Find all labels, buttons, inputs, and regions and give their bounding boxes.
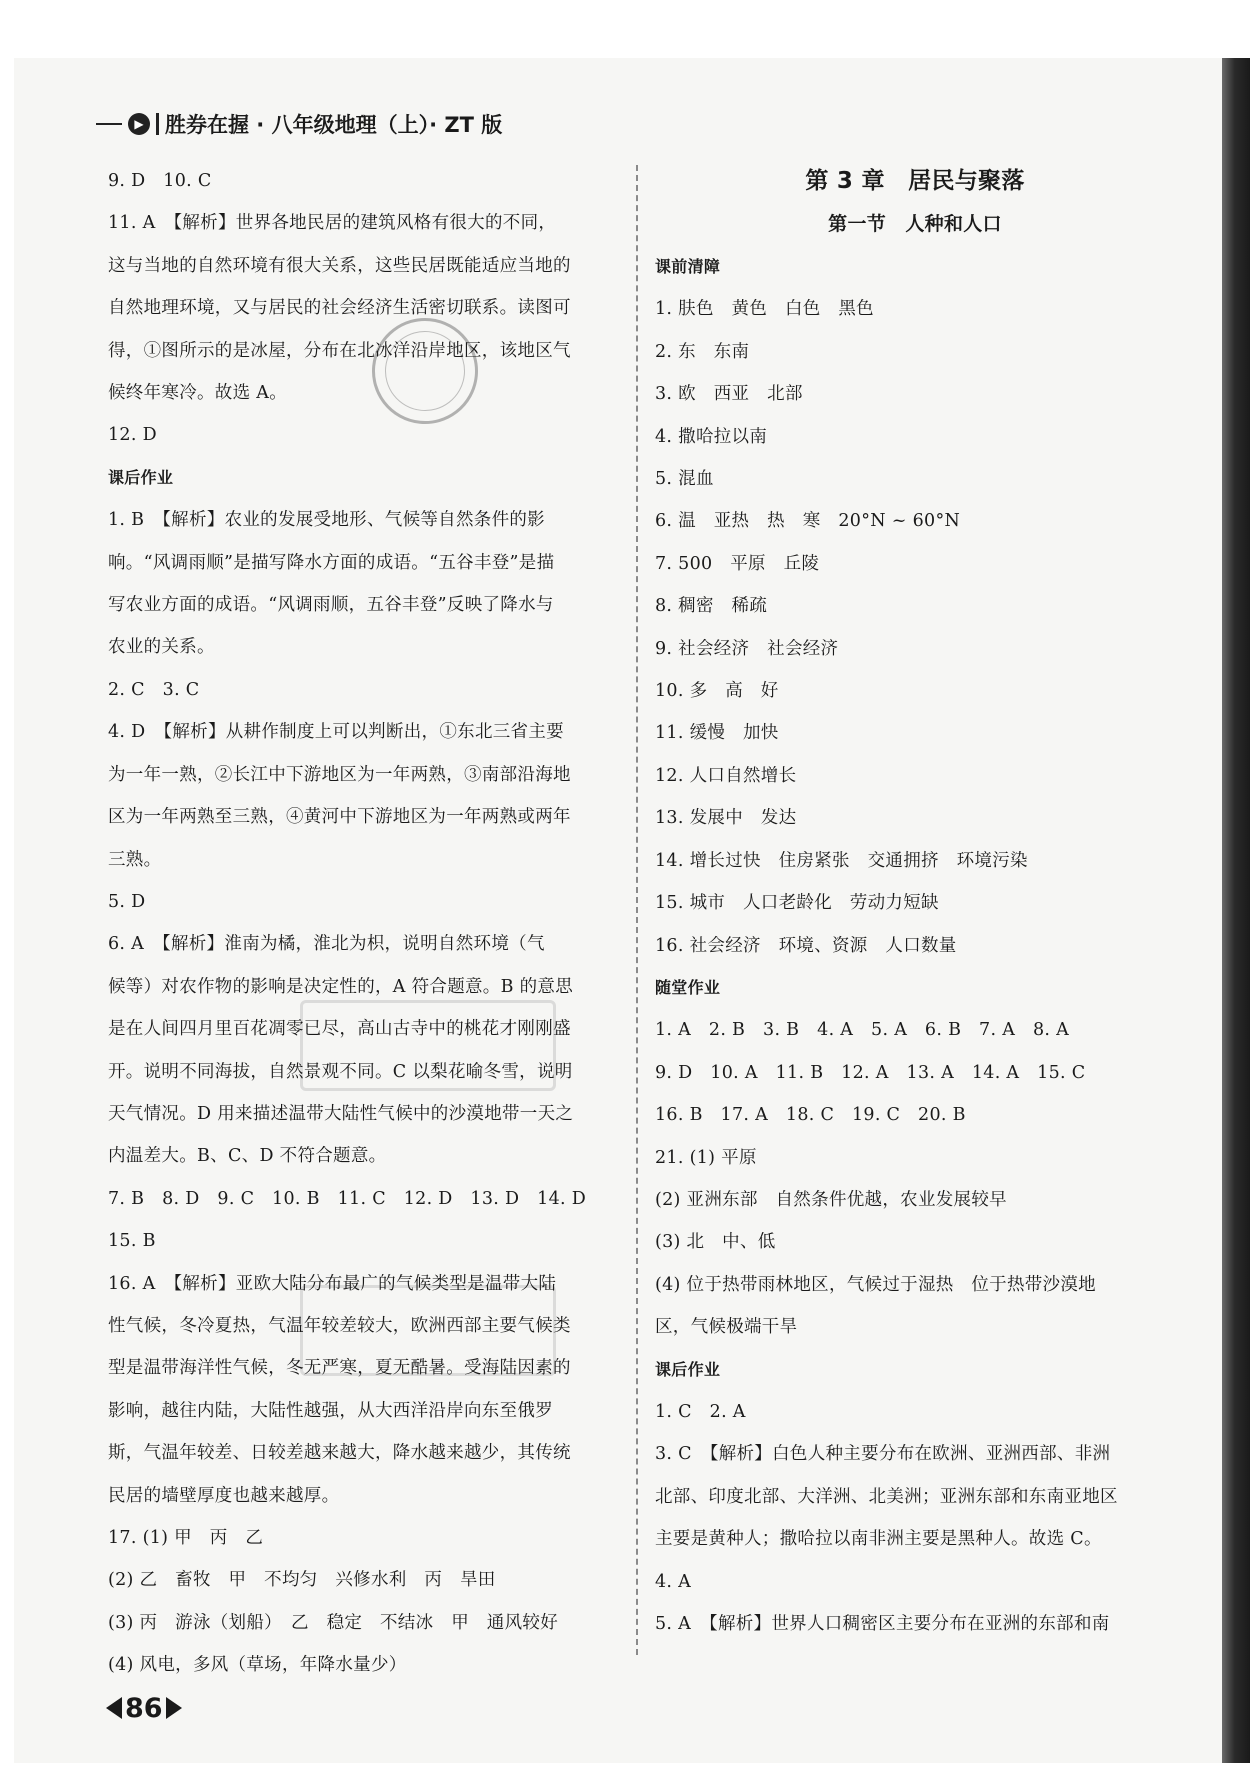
- answer-line: 北部、印度北部、大洋洲、北美洲；亚洲东部和东南亚地区: [655, 1486, 1118, 1507]
- answer-line: 3. 欧 西亚 北部: [655, 384, 803, 405]
- answer-line: 区，气候极端干旱: [655, 1317, 798, 1338]
- answer-line: (2) 亚洲东部 自然条件优越，农业发展较早: [655, 1189, 1007, 1210]
- answer-line: 5. D: [108, 891, 146, 912]
- answer-line: 9. 社会经济 社会经济: [655, 638, 839, 659]
- answer-line: 区为一年两熟至三熟，④黄河中下游地区为一年两熟或两年: [108, 807, 571, 828]
- answer-line: 写农业方面的成语。“风调雨顺，五谷丰登”反映了降水与: [108, 595, 554, 616]
- answer-line: 内温差大。B、C、D 不符合题意。: [108, 1146, 387, 1167]
- right-arrow-icon: [166, 1697, 182, 1719]
- answer-line: 斯，气温年较差、日较差越来越大，降水越来越少，其传统: [108, 1443, 571, 1464]
- answer-line: 9. D 10. C: [108, 171, 212, 191]
- header-rule: [96, 123, 122, 125]
- answer-line: 民居的墙壁厚度也越来越厚。: [108, 1485, 340, 1506]
- answer-line: 5. 混血: [655, 469, 714, 490]
- answer-line: 1. A 2. B 3. B 4. A 5. A 6. B 7. A 8. A: [655, 1020, 1070, 1041]
- answer-line: 主要是黄种人；撒哈拉以南非洲主要是黑种人。故选 C。: [655, 1529, 1102, 1550]
- page-number-badge: [106, 1690, 182, 1726]
- answer-line: 4. A: [655, 1571, 692, 1592]
- answer-line: 16. 社会经济 环境、资源 人口数量: [655, 935, 957, 956]
- answer-line: 15. B: [108, 1231, 156, 1252]
- answer-line: 是在人间四月里百花凋零已尽，高山古寺中的桃花才刚刚盛: [108, 1019, 571, 1040]
- answer-line: 12. 人口自然增长: [655, 765, 797, 786]
- answer-line: 响。“风调雨顺”是描写降水方面的成语。“五谷丰登”是描: [108, 552, 555, 573]
- answer-line: 性气候，冬冷夏热，气温年较差较大，欧洲西部主要气候类: [108, 1315, 571, 1336]
- answer-line: 13. 发展中 发达: [655, 808, 797, 829]
- answer-line: 4. 撒哈拉以南: [655, 426, 768, 447]
- answer-line: 16. B 17. A 18. C 19. C 20. B: [655, 1105, 966, 1126]
- section-title: 第一节 人种和人口: [828, 213, 1002, 235]
- answer-line: 1. C 2. A: [655, 1401, 746, 1422]
- answer-line: 2. C 3. C: [108, 679, 200, 700]
- answer-line: 16. A 【解析】亚欧大陆分布最广的气候类型是温带大陆: [108, 1273, 557, 1294]
- right-column: [655, 160, 1175, 1645]
- answer-line: (4) 位于热带雨林地区，气候过于湿热 位于热带沙漠地: [655, 1274, 1096, 1295]
- book-title: 胜券在握 · 八年级地理（上）· ZT 版: [165, 113, 503, 137]
- page-number: 86: [125, 1692, 163, 1724]
- answer-line: 7. B 8. D 9. C 10. B 11. C 12. D 13. D 14. D: [108, 1188, 587, 1209]
- section-heading: 课后作业: [108, 467, 174, 487]
- answer-line: 得，①图所示的是冰屋，分布在北冰洋沿岸地区，该地区气: [108, 340, 571, 361]
- answer-line: 12. D: [108, 425, 157, 446]
- answer-line: 4. D 【解析】从耕作制度上可以判断出，①东北三省主要: [108, 722, 564, 743]
- torn-page-edge: [1222, 58, 1250, 1763]
- answer-line: 11. 缓慢 加快: [655, 723, 779, 744]
- answer-line: 农业的关系。: [108, 637, 215, 658]
- answer-line: (2) 乙 畜牧 甲 不均匀 兴修水利 丙 旱田: [108, 1570, 496, 1591]
- answer-line: 14. 增长过快 住房紧张 交通拥挤 环境污染: [655, 850, 1028, 871]
- left-column: [108, 160, 628, 1687]
- answer-line: 2. 东 东南: [655, 341, 750, 362]
- section-heading: 课前清障: [655, 257, 721, 276]
- answer-line: 3. C 【解析】白色人种主要分布在欧洲、亚洲西部、非洲: [655, 1444, 1111, 1465]
- section-heading: 课后作业: [655, 1359, 721, 1379]
- right-answer-lines: [655, 246, 1175, 1645]
- answer-line: 天气情况。D 用来描述温带大陆性气候中的沙漠地带一天之: [108, 1103, 574, 1124]
- column-divider: [636, 165, 638, 1655]
- answer-line: 7. 500 平原 丘陵: [655, 553, 820, 574]
- answer-line: 6. A 【解析】淮南为橘，淮北为枳，说明自然环境（气: [108, 934, 545, 955]
- answer-line: 影响，越往内陆，大陆性越强，从大西洋沿岸向东至俄罗: [108, 1400, 553, 1421]
- answer-line: 候终年寒冷。故选 A。: [108, 383, 287, 404]
- header-bar: [156, 113, 159, 135]
- answer-line: 21. (1) 平原: [655, 1147, 757, 1168]
- answer-line: 11. A 【解析】世界各地民居的建筑风格有很大的不同，: [108, 213, 557, 234]
- answer-line: 开。说明不同海拔，自然景观不同。C 以梨花喻冬雪，说明: [108, 1061, 573, 1082]
- answer-line: (3) 丙 游泳（划船） 乙 稳定 不结冰 甲 通风较好: [108, 1612, 558, 1633]
- answer-line: 自然地理环境，又与居民的社会经济生活密切联系。读图可: [108, 298, 571, 319]
- answer-line: 15. 城市 人口老龄化 劳动力短缺: [655, 893, 939, 914]
- answer-line: 候等）对农作物的影响是决定性的，A 符合题意。B 的意思: [108, 976, 574, 997]
- answer-line: (4) 风电，多风（草场，年降水量少）: [108, 1655, 407, 1676]
- answer-line: 8. 稠密 稀疏: [655, 596, 768, 617]
- answer-line: 型是温带海洋性气候，冬无严寒，夏无酷暑。受海陆因素的: [108, 1358, 571, 1379]
- answer-line: 为一年一熟，②长江中下游地区为一年两熟，③南部沿海地: [108, 764, 571, 785]
- answer-line: 三熟。: [108, 849, 162, 870]
- answer-line: 这与当地的自然环境有很大关系，这些民居既能适应当地的: [108, 255, 571, 276]
- chapter-title: 第 3 章 居民与聚落: [805, 168, 1025, 194]
- answer-line: 6. 温 亚热 热 寒 20°N ~ 60°N: [655, 511, 961, 532]
- answer-line: 1. B 【解析】农业的发展受地形、气候等自然条件的影: [108, 510, 545, 531]
- section-heading: 随堂作业: [655, 977, 721, 997]
- left-arrow-icon: [106, 1697, 122, 1719]
- answer-line: 17. (1) 甲 丙 乙: [108, 1528, 264, 1548]
- answer-line: 9. D 10. A 11. B 12. A 13. A 14. A 15. C: [655, 1062, 1086, 1083]
- answer-line: (3) 北 中、低: [655, 1232, 776, 1253]
- play-logo-icon: ▶: [128, 113, 150, 135]
- answer-line: 1. 肤色 黄色 白色 黑色: [655, 299, 874, 320]
- answer-line: 10. 多 高 好: [655, 681, 779, 702]
- answer-line: 5. A 【解析】世界人口稠密区主要分布在亚洲的东部和南: [655, 1614, 1110, 1634]
- page-header: [96, 108, 502, 140]
